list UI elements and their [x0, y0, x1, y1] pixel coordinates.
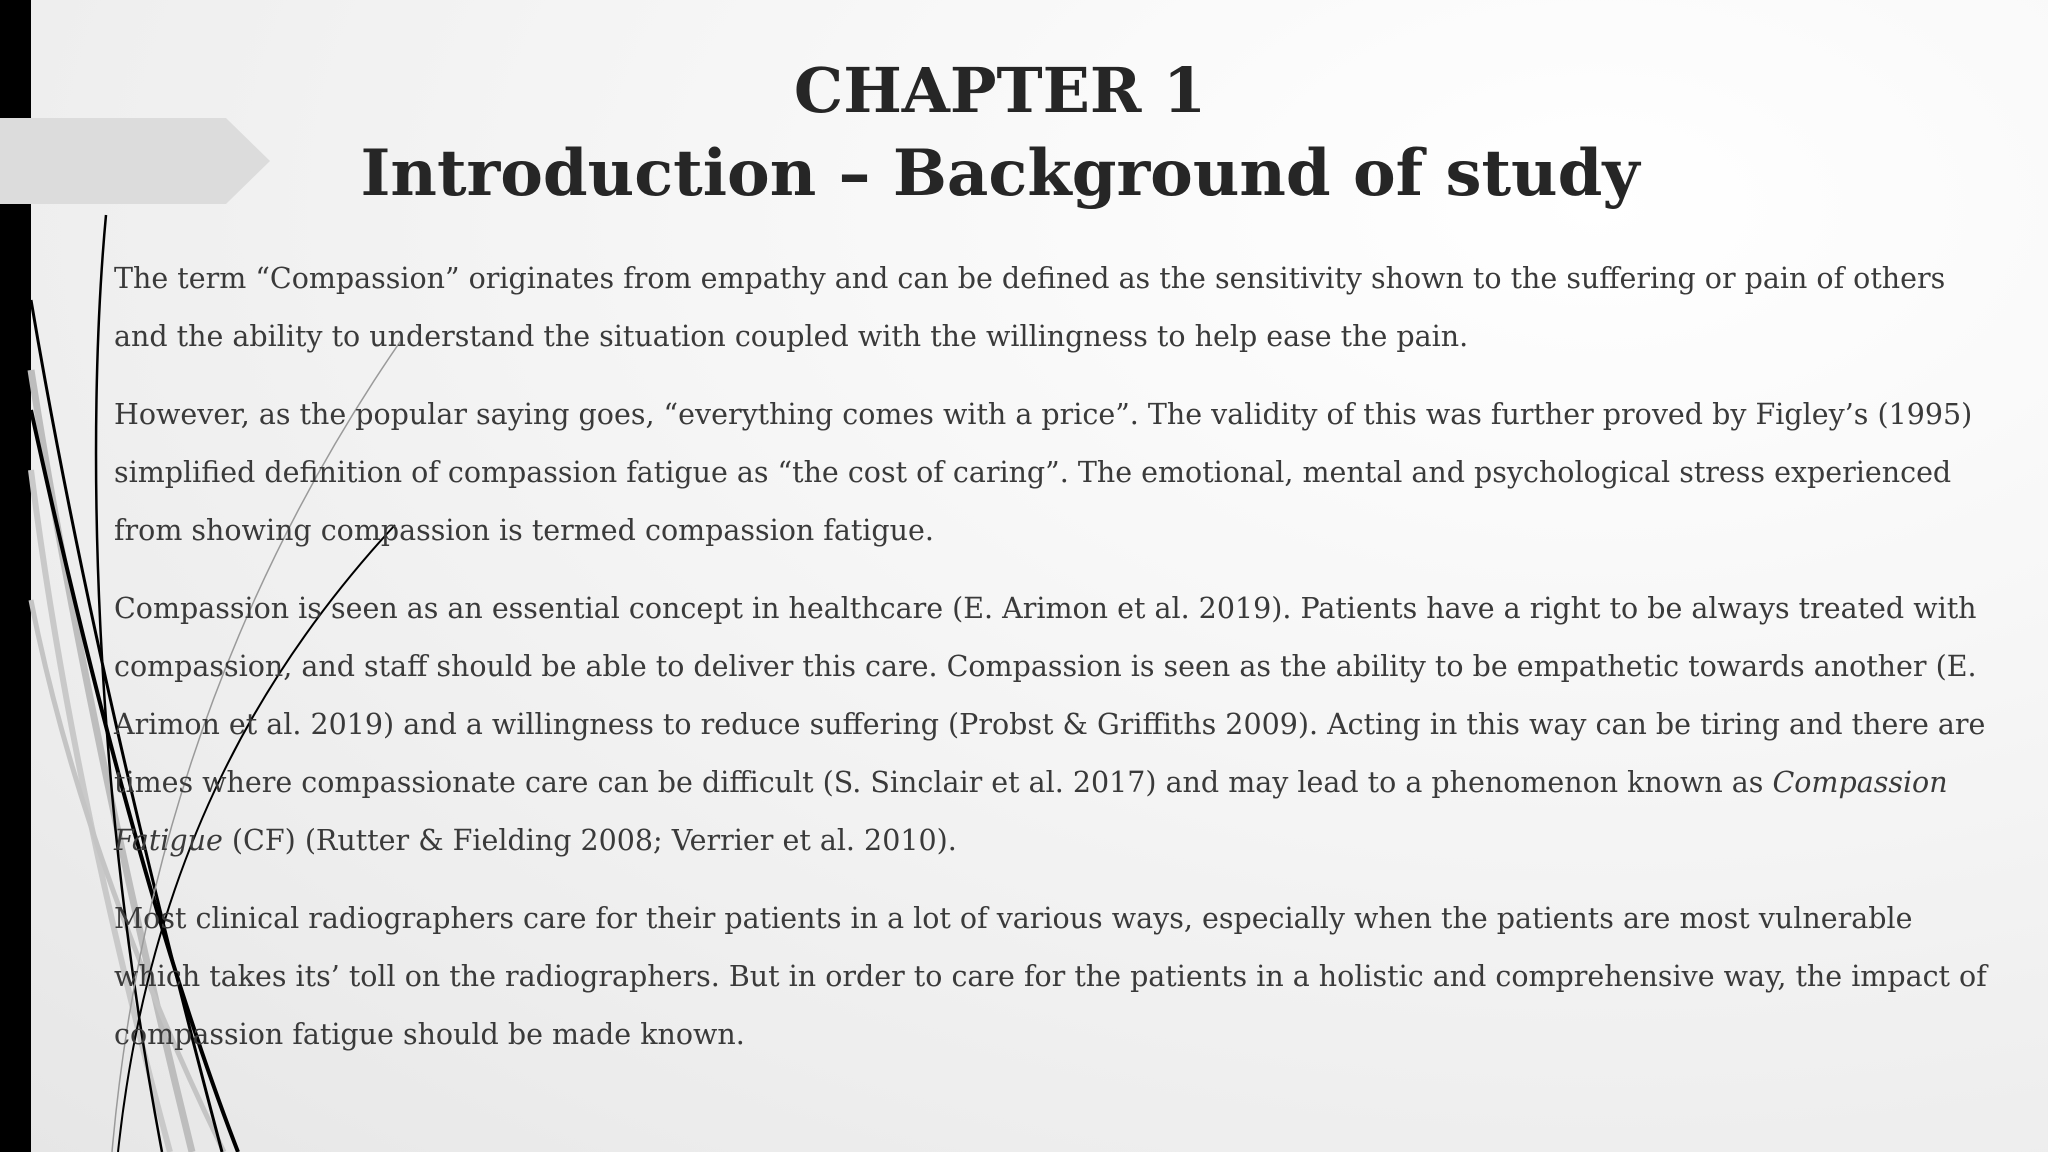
chapter-heading: CHAPTER 1 — [793, 54, 1207, 127]
section-heading: Introduction – Background of study — [360, 136, 1640, 211]
paragraph-healthcare-emphasis: Compassion Fatigue — [114, 766, 1948, 857]
paragraph-healthcare-tail: (CF) (Rutter & Fielding 2008; Verrier et al. 2010). — [222, 824, 957, 857]
paragraph-radiographers: Most clinical radiographers care for their patients in a lot of various ways, especially when the patients are most vulnerable which takes its’ toll on the radiographers. But in order to care for the patients in a holistic and comprehensive way, the impact of compassion fatigue should be made known. — [114, 902, 1987, 1051]
body-content — [114, 250, 2004, 1084]
paragraph-compassion-definition: The term “Compassion” originates from empathy and can be defined as the sensitivity shown to the suffering or pain of others and the ability to understand the situation coupled with the willingness to help ease the pain. — [114, 262, 1946, 353]
paragraph-healthcare-text: Compassion is seen as an essential concept in healthcare (E. Arimon et al. 2019). Patients have a right to be always treated with compassion, and staff should be able to deliver this care. Compassion is seen as the ability to be empathetic towards another (E. Arimon et al. 2019) and a willingness to reduce suffering (Probst & Griffiths 2009). Acting in this way can be tiring and there are times where compassionate care can be difficult (S. Sinclair et al. 2017) and may lead to a phenomenon known as — [114, 592, 1986, 799]
slide-title — [360, 50, 1640, 216]
paragraph-healthcare — [114, 580, 2004, 870]
paragraph-compassion-fatigue: However, as the popular saying goes, “everything comes with a price”. The validity of this was further proved by Figley’s (1995) simplified definition of compassion fatigue as “the cost of caring”. The emotional, mental and psychological stress experienced from showing compassion is termed compassion fatigue. — [114, 398, 1973, 547]
